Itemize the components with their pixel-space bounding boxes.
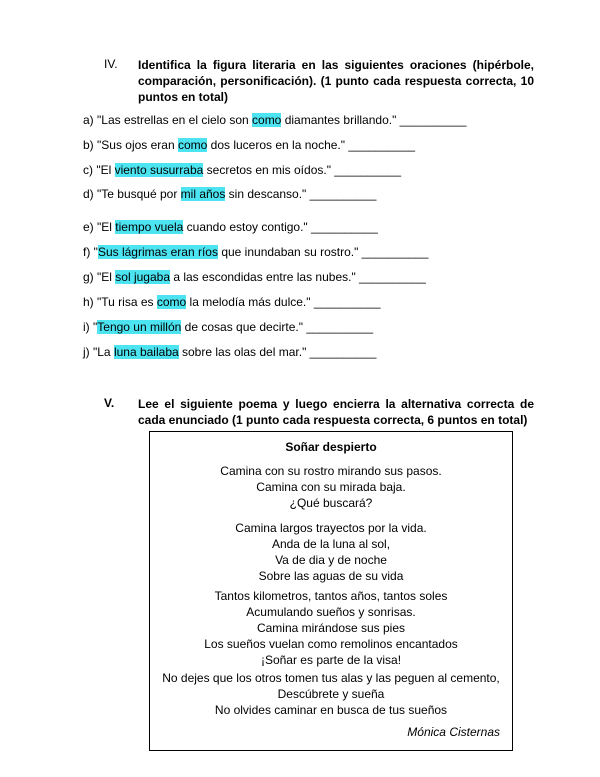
poem-line: Acumulando sueños y sonrisas. <box>246 605 416 619</box>
poem-title: Soñar despierto <box>285 440 377 454</box>
item-text-answer-blank: que inundaban su rostro." __________ <box>217 245 429 259</box>
item-text-answer-blank: sin descanso." __________ <box>225 187 377 201</box>
item-text: a) "Las estrellas en el cielo son <box>83 113 253 127</box>
poem-stanza-1 <box>150 463 512 511</box>
exercise-item-j <box>83 344 376 360</box>
highlighted-figure: como <box>252 113 282 127</box>
section-v-instruction: Lee el siguiente poema y luego encierra la alternativa correcta de cada enunciado (1 punto cada respuesta correcta, 6 puntos en total) <box>138 397 534 427</box>
highlighted-figure: mil años <box>180 187 226 201</box>
highlighted-figure: tiempo vuela <box>115 220 184 234</box>
exercise-item-b <box>83 137 415 153</box>
item-text: b) "Sus ojos eran <box>83 138 178 152</box>
highlighted-figure: viento susurraba <box>114 163 204 177</box>
exercise-item-e <box>83 219 378 235</box>
item-text: c) "El <box>83 163 115 177</box>
poem-line: No olvides caminar en busca de tus sueños <box>214 703 448 717</box>
poem-line: Sobre las aguas de su vida <box>258 569 404 583</box>
highlighted-figure: como <box>177 138 208 152</box>
exercise-item-i <box>83 319 373 335</box>
exercise-item-f <box>83 244 428 260</box>
poem-line: Camina con su mirada baja. <box>256 480 406 494</box>
highlighted-figure: Sus lágrimas eran ríos <box>97 245 218 259</box>
poem-stanza-4 <box>150 670 512 718</box>
item-text-answer-blank: cuando estoy contigo." __________ <box>183 220 378 234</box>
item-text-answer-blank: a las escondidas entre las nubes." __________ <box>170 270 426 284</box>
item-text: d) "Te busqué por <box>83 187 181 201</box>
section-v-number: V. <box>104 396 115 410</box>
poem-line: Camina mirándose sus pies <box>256 621 406 635</box>
highlighted-figure: sol jugaba <box>115 270 170 284</box>
item-text: i) " <box>83 320 98 334</box>
exercise-item-d <box>83 186 376 202</box>
poem-line: ¡Soñar es parte de la visa! <box>260 653 402 667</box>
poem-line: Anda de la luna al sol, <box>271 537 391 551</box>
poem-line: Camina largos trayectos por la vida. <box>235 521 427 535</box>
poem-line: Camina con su rostro mirando sus pasos. <box>220 464 442 478</box>
poem-line: No dejes que los otros tomen tus alas y las peguen al cemento, <box>162 671 500 685</box>
exercise-item-c <box>83 162 401 178</box>
highlighted-figure: Tengo un millón <box>97 320 182 334</box>
item-text: f) " <box>83 245 98 259</box>
item-text: h) "Tu risa es <box>83 295 157 309</box>
item-text-answer-blank: secretos en mis oídos." __________ <box>203 163 402 177</box>
section-iv-number: IV. <box>104 57 118 71</box>
poem-line: Va de dia y de noche <box>275 553 387 567</box>
poem-stanza-2 <box>150 520 512 584</box>
poem-line: Descúbrete y sueña <box>277 687 385 701</box>
highlighted-figure: como <box>156 295 187 309</box>
item-text-answer-blank: dos luceros en la noche." __________ <box>207 138 416 152</box>
exercise-item-g <box>83 269 426 285</box>
item-text-answer-blank: de cosas que decirte." __________ <box>181 320 374 334</box>
item-text-answer-blank: sobre las olas del mar." __________ <box>178 345 377 359</box>
poem-line: ¿Qué buscará? <box>289 496 373 510</box>
section-iv-instruction: Identifica la figura literaria en las siguientes oraciones (hipérbole, comparación, personificación). (1 punto cada respuesta correcta, 10 puntos en total) <box>138 58 534 104</box>
exercise-item-a <box>83 112 466 128</box>
item-text-answer-blank: la melodía más dulce." __________ <box>186 295 381 309</box>
highlighted-figure: luna bailaba <box>113 345 179 359</box>
item-text: j) "La <box>83 345 114 359</box>
poem-box <box>149 431 513 751</box>
item-text: e) "El <box>83 220 116 234</box>
poem-author: Mónica Cisternas <box>407 725 500 739</box>
poem-line: Los sueños vuelan como remolinos encantados <box>204 637 458 651</box>
poem-line: Tantos kilometros, tantos años, tantos soles <box>214 589 448 603</box>
item-text: g) "El <box>83 270 116 284</box>
exercise-item-h <box>83 294 381 310</box>
poem-stanza-3 <box>150 588 512 668</box>
item-text-answer-blank: diamantes brillando." __________ <box>281 113 467 127</box>
